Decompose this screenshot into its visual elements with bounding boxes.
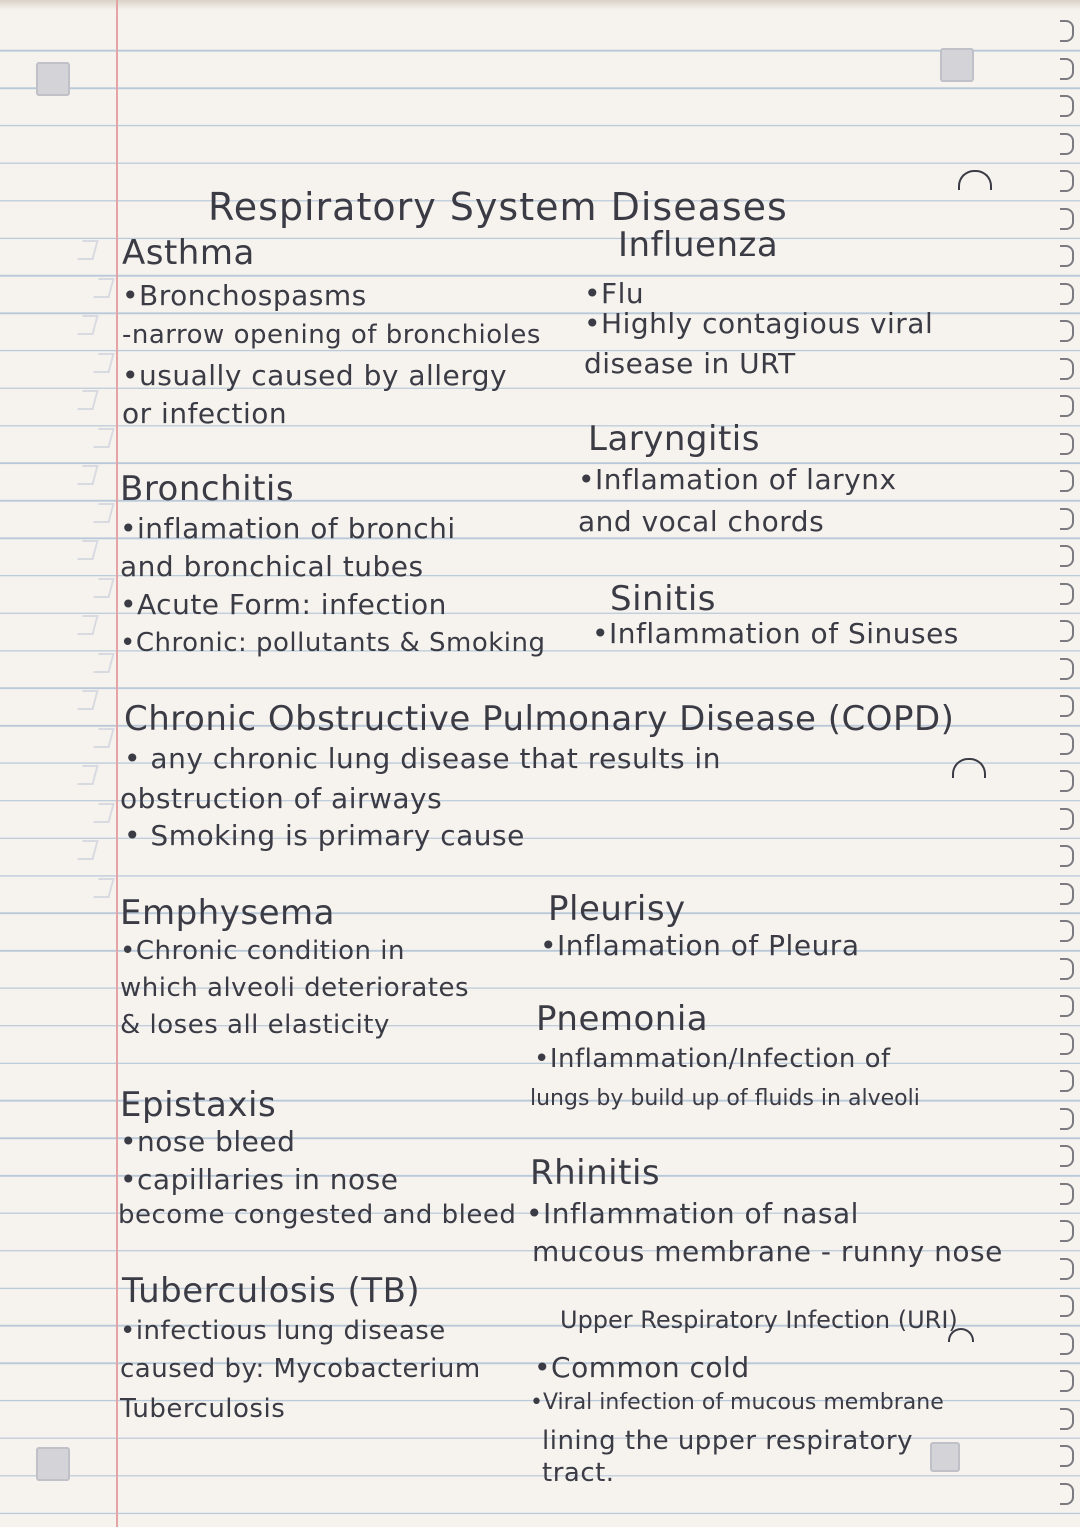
bronchitis-heading: Bronchitis [120, 469, 295, 509]
corner-stamp-icon [36, 62, 70, 96]
tuberculosis-heading: Tuberculosis (TB) [122, 1271, 421, 1311]
margin-arrow-mark [93, 503, 114, 523]
bronchitis-note: •Acute Form: infection [120, 588, 447, 621]
asthma-note: or infection [122, 397, 288, 430]
margin-arrow-mark [93, 278, 114, 298]
uri-note: •Viral infection of mucous membrane [530, 1390, 944, 1415]
bronchitis-note: and bronchical tubes [120, 550, 424, 583]
emphysema-note: which alveoli deteriorates [120, 973, 470, 1003]
emphysema-note: & loses all elasticity [120, 1010, 390, 1040]
margin-arrow-mark [93, 578, 114, 598]
margin-arrow-mark [93, 803, 114, 823]
influenza-note: •Flu [584, 277, 645, 310]
influenza-note: •Highly contagious viral [584, 307, 934, 340]
spiral-coil [1060, 845, 1074, 867]
epistaxis-note: become congested and bleed [118, 1200, 517, 1230]
bronchitis-note: •inflamation of bronchi [120, 512, 456, 545]
spiral-coil [1060, 395, 1074, 417]
page-title: Respiratory System Diseases [208, 185, 788, 229]
spiral-coil [1060, 1145, 1074, 1167]
spiral-coil [1060, 95, 1074, 117]
asthma-note: •Bronchospasms [122, 279, 367, 312]
spiral-coil [1060, 470, 1074, 492]
corner-stamp-icon [940, 48, 974, 82]
spiral-coil [1060, 1220, 1074, 1242]
copd-note: obstruction of airways [120, 782, 443, 815]
bronchitis-note: •Chronic: pollutants & Smoking [120, 628, 546, 658]
margin-arrow-mark [77, 315, 98, 335]
margin-arrow-mark [77, 615, 98, 635]
rhinitis-note: •Inflammation of nasal [526, 1197, 859, 1230]
spiral-coil [1060, 245, 1074, 267]
spiral-coil [1060, 1033, 1074, 1055]
spiral-coil [1060, 883, 1074, 905]
spiral-coil [1060, 133, 1074, 155]
margin-arrow-mark [77, 240, 98, 260]
margin-arrow-mark [77, 540, 98, 560]
tuberculosis-note: Tuberculosis [120, 1394, 286, 1424]
asthma-note: -narrow opening of bronchioles [122, 320, 541, 350]
spiral-coil [1060, 583, 1074, 605]
emphysema-note: •Chronic condition in [120, 936, 405, 966]
copd-heading: Chronic Obstructive Pulmonary Disease (COPD) [124, 699, 955, 739]
margin-arrow-mark [93, 653, 114, 673]
epistaxis-heading: Epistaxis [120, 1085, 277, 1125]
spiral-coil [1060, 170, 1074, 192]
spiral-coil [1060, 1333, 1074, 1355]
spiral-coil [1060, 733, 1074, 755]
influenza-heading: Influenza [618, 225, 779, 265]
pneumonia-note: lungs by build up of fluids in alveoli [530, 1086, 920, 1111]
spiral-coil [1060, 920, 1074, 942]
spiral-coil [1060, 20, 1074, 42]
spiral-coil [1060, 1258, 1074, 1280]
margin-arrow-mark [93, 428, 114, 448]
spiral-coil [1060, 320, 1074, 342]
pleurisy-heading: Pleurisy [548, 889, 686, 929]
spiral-coil [1060, 1070, 1074, 1092]
spiral-binding [1052, 20, 1074, 1510]
tuberculosis-note: •infectious lung disease [120, 1316, 446, 1346]
margin-line [116, 0, 118, 1527]
pleurisy-note: •Inflamation of Pleura [540, 929, 860, 962]
spiral-coil [1060, 433, 1074, 455]
pneumonia-heading: Pnemonia [536, 999, 709, 1039]
spiral-coil [1060, 545, 1074, 567]
sinitis-heading: Sinitis [610, 579, 717, 619]
spiral-coil [1060, 808, 1074, 830]
asthma-note: •usually caused by allergy [122, 359, 508, 392]
spiral-coil [1060, 58, 1074, 80]
spiral-coil [1060, 620, 1074, 642]
doodle-mark [958, 170, 992, 190]
spiral-coil [1060, 995, 1074, 1017]
uri-heading: Upper Respiratory Infection (URI) [560, 1306, 958, 1334]
margin-arrow-mark [77, 465, 98, 485]
rhinitis-heading: Rhinitis [530, 1153, 661, 1193]
emphysema-heading: Emphysema [120, 893, 335, 933]
epistaxis-note: •nose bleed [120, 1125, 296, 1158]
spiral-coil [1060, 283, 1074, 305]
spiral-coil [1060, 658, 1074, 680]
margin-arrow-mark [93, 728, 114, 748]
margin-arrow-mark [77, 765, 98, 785]
spiral-coil [1060, 958, 1074, 980]
spiral-coil [1060, 1370, 1074, 1392]
tuberculosis-note: caused by: Mycobacterium [120, 1354, 481, 1384]
spiral-coil [1060, 1408, 1074, 1430]
spiral-coil [1060, 1445, 1074, 1467]
spiral-coil [1060, 208, 1074, 230]
uri-note: lining the upper respiratory [542, 1426, 913, 1456]
margin-arrow-mark [77, 840, 98, 860]
corner-stamp-icon [930, 1442, 960, 1472]
asthma-heading: Asthma [122, 233, 255, 273]
spiral-coil [1060, 695, 1074, 717]
copd-note: • Smoking is primary cause [124, 819, 525, 852]
page-top-edge [0, 0, 1080, 10]
rhinitis-note: mucous membrane - runny nose [532, 1235, 1003, 1268]
spiral-coil [1060, 1483, 1074, 1505]
uri-note: tract. [542, 1458, 615, 1488]
epistaxis-note: •capillaries in nose [120, 1163, 399, 1196]
spiral-coil [1060, 508, 1074, 530]
laryngitis-heading: Laryngitis [588, 419, 760, 459]
corner-stamp-icon [36, 1447, 70, 1481]
doodle-mark [952, 758, 986, 778]
spiral-coil [1060, 1183, 1074, 1205]
laryngitis-note: •Inflamation of larynx [578, 463, 897, 496]
spiral-coil [1060, 1295, 1074, 1317]
spiral-coil [1060, 1108, 1074, 1130]
laryngitis-note: and vocal chords [578, 505, 825, 538]
pneumonia-note: •Inflammation/Infection of [534, 1044, 891, 1074]
copd-note: • any chronic lung disease that results in [124, 742, 721, 775]
spiral-coil [1060, 358, 1074, 380]
margin-arrow-mark [77, 690, 98, 710]
margin-arrow-mark [77, 390, 98, 410]
influenza-note: disease in URT [584, 347, 796, 380]
uri-note: •Common cold [534, 1351, 750, 1384]
sinitis-note: •Inflammation of Sinuses [592, 617, 959, 650]
margin-arrow-mark [93, 878, 114, 898]
margin-arrow-mark [93, 353, 114, 373]
spiral-coil [1060, 770, 1074, 792]
